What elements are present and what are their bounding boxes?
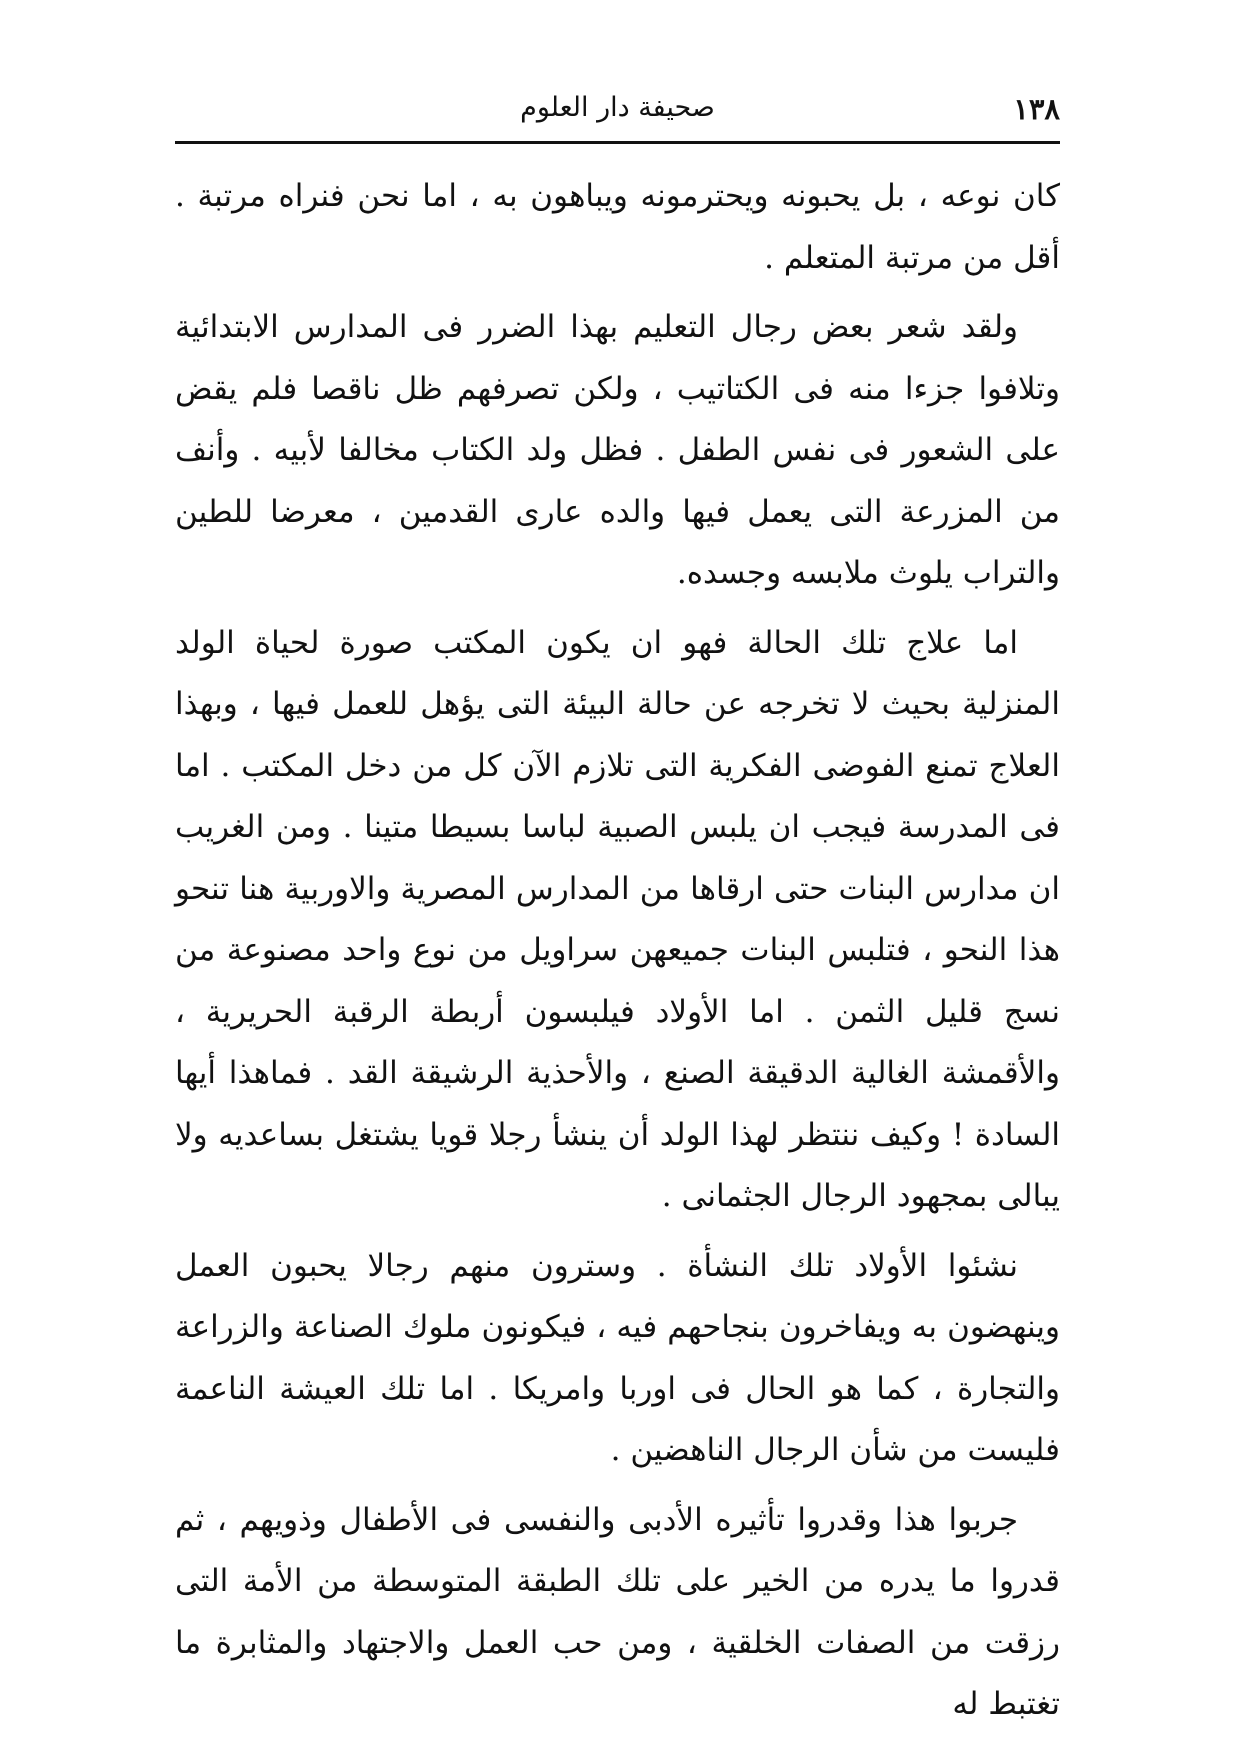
- paragraph: جربوا هذا وقدروا تأثيره الأدبى والنفسى فى الأطفال وذويهم ، ثم قدروا ما يدره من الخير على تلك الطبقة المتوسطة من الأمة التى رزقت من الصفات الخلقية ، ومن حب العمل والاجتهاد والمثابرة ما تغتبط له: [175, 1501, 1060, 1722]
- running-title: صحيفة دار العلوم: [520, 92, 715, 123]
- paragraph: ولقد شعر بعض رجال التعليم بهذا الضرر فى المدارس الابتدائية وتلافوا جزءا منه فى الكتاتيب ، ولكن تصرفهم ظل ناقصا فلم يقض على الشعور فى نفس الطفل . فظل ولد الكتاب مخالفا لأبيه . وأنف من المزرعة التى يعمل فيها والده عارى القدمين ، معرضا للطين والتراب يلوث ملابسه وجسده.: [175, 309, 1060, 591]
- header-rule: [175, 141, 1060, 144]
- paragraph: كان نوعه ، بل يحبونه ويحترمونه ويباهون به ، اما نحن فنراه مرتبة . أقل من مرتبة المتعلم .: [175, 178, 1060, 276]
- paragraph: نشئوا الأولاد تلك النشأة . وسترون منهم رجالا يحبون العمل وينهضون به ويفاخرون بنجاحهم فيه ، فيكونون ملوك الصناعة والزراعة والتجارة ، كما هو الحال فى اوربا وامريكا . اما تلك العيشة الناعمة فليست من شأن الرجال الناهضين .: [175, 1247, 1060, 1468]
- paragraph: اما علاج تلك الحالة فهو ان يكون المكتب صورة لحياة الولد المنزلية بحيث لا تخرجه عن حالة البيئة التى يؤهل للعمل فيها ، وبهذا العلاج تمنع الفوضى الفكرية التى تلازم الآن كل من دخل المكتب . اما فى المدرسة فيجب ان يلبس الصبية لباسا بسيطا متينا . ومن الغريب ان مدارس البنات حتى ارقاها من المدارس المصرية والاوربية هنا تنحو هذا النحو ، فتلبس البنات جميعهن سراويل من نوع واحد مصنوعة من نسج قليل الثمن . اما الأولاد فيلبسون أربطة الرقبة الحريرية ، والأقمشة الغالية الدقيقة الصنع ، والأحذية الرشيقة القد . فماهذا أيها السادة ! وكيف ننتظر لهذا الولد أن ينشأ رجلا قويا يشتغل بساعديه ولا يبالى بمجهود الرجال الجثمانى .: [175, 624, 1060, 1214]
- body-text: [175, 166, 1060, 1736]
- page-number: ١٣٨: [1013, 92, 1060, 126]
- page-header: [175, 86, 1060, 136]
